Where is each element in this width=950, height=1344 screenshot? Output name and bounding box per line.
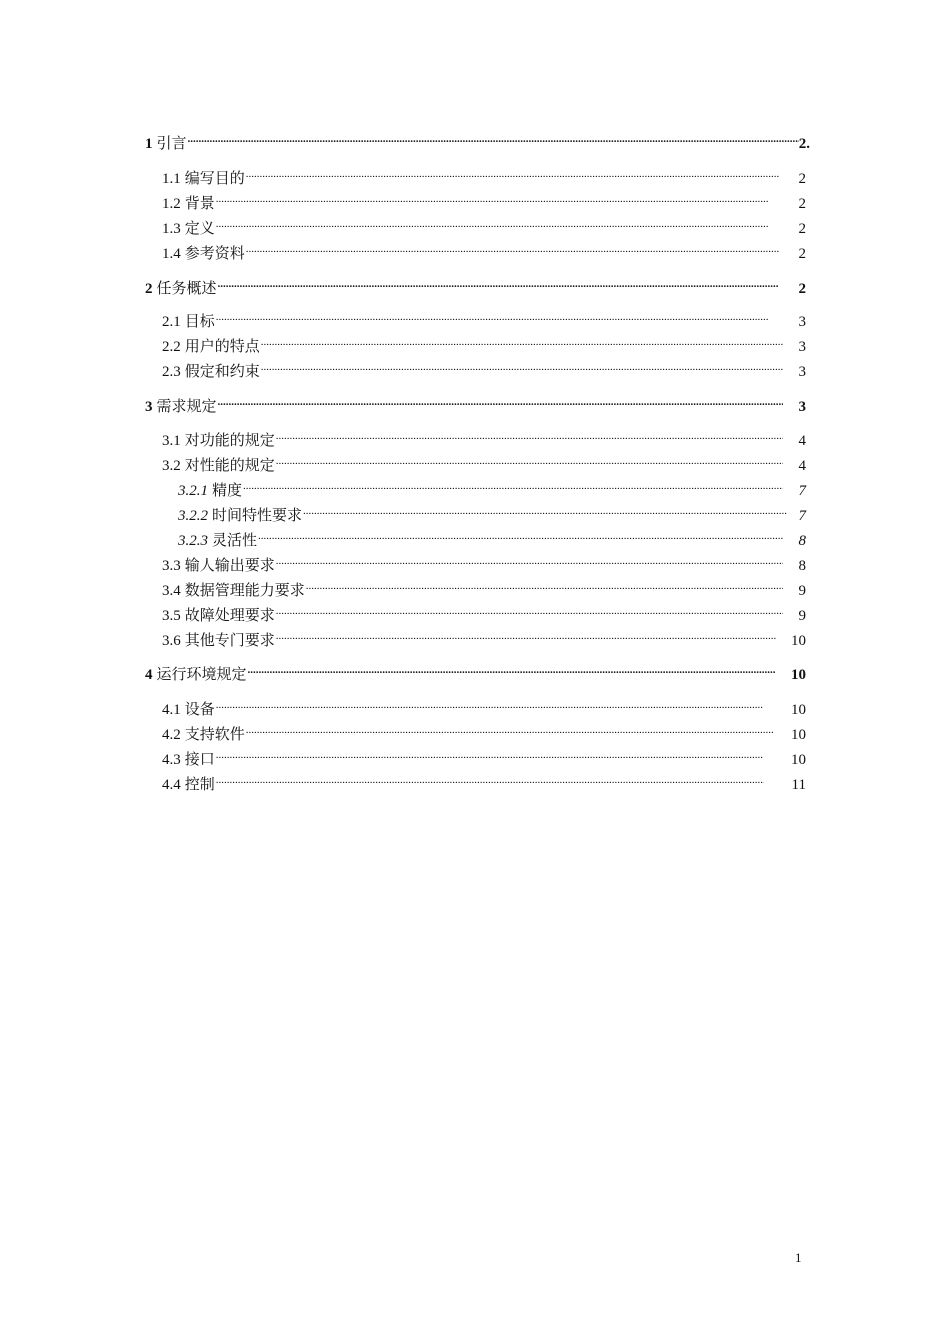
toc-page: 7 xyxy=(798,508,806,524)
toc-title: 灵活性 xyxy=(212,533,258,549)
toc-page: 4 xyxy=(798,433,806,449)
toc-title: 支持软件 xyxy=(184,727,245,743)
toc-title: 控制 xyxy=(184,777,215,793)
toc-entry[interactable] xyxy=(162,600,806,626)
toc-entry[interactable] xyxy=(162,425,806,451)
toc-title: 假定和约束 xyxy=(184,364,260,380)
toc-number: 1.2 xyxy=(162,196,181,212)
toc-number: 3.2.1 xyxy=(178,483,208,499)
toc-number: 3.6 xyxy=(162,633,181,649)
toc-entry[interactable] xyxy=(162,188,806,214)
toc-page: 4 xyxy=(798,458,806,474)
toc-title: 精度 xyxy=(212,483,243,499)
toc-leader xyxy=(188,128,799,148)
toc-number: 4 xyxy=(145,667,153,683)
toc-number: 4.1 xyxy=(162,702,181,718)
toc-leader xyxy=(276,600,783,620)
toc-title: 编写目的 xyxy=(184,171,245,187)
toc-title: 运行环境规定 xyxy=(156,667,247,683)
toc-entry[interactable] xyxy=(162,163,806,189)
toc-number: 3.5 xyxy=(162,608,181,624)
toc-number: 2.1 xyxy=(162,314,181,330)
toc-page: 2 xyxy=(798,221,806,237)
toc-page: 2 xyxy=(798,171,806,187)
toc-number: 1.4 xyxy=(162,246,181,262)
toc-entry[interactable] xyxy=(178,525,806,551)
toc-number: 3.1 xyxy=(162,433,181,449)
toc-title: 需求规定 xyxy=(156,399,217,415)
toc-entry[interactable] xyxy=(162,550,806,576)
toc-page: 10 xyxy=(791,702,806,718)
toc-page: 11 xyxy=(791,777,806,793)
toc-leader xyxy=(216,769,764,789)
toc-title: 接口 xyxy=(184,752,215,768)
toc-page: 10 xyxy=(791,633,806,649)
toc-leader xyxy=(276,625,777,645)
toc-page: 9 xyxy=(798,583,806,599)
toc-number: 2 xyxy=(145,281,153,297)
toc-page: 2 xyxy=(798,196,806,212)
toc-leader xyxy=(216,306,769,326)
toc-page: 3 xyxy=(798,314,806,330)
toc-page: 9 xyxy=(798,608,806,624)
toc-number: 3.2.2 xyxy=(178,508,208,524)
toc-leader xyxy=(246,238,779,258)
toc-page: 3 xyxy=(798,339,806,355)
toc-number: 3.2.3 xyxy=(178,533,208,549)
toc-title: 引言 xyxy=(156,136,187,152)
toc-entry[interactable] xyxy=(145,273,806,299)
toc-number: 3.2 xyxy=(162,458,181,474)
toc-number: 4.3 xyxy=(162,752,181,768)
toc-title: 目标 xyxy=(184,314,215,330)
toc-number: 4.2 xyxy=(162,727,181,743)
toc-number: 3 xyxy=(145,399,153,415)
toc-title: 对功能的规定 xyxy=(184,433,275,449)
toc-title: 用户的特点 xyxy=(184,339,260,355)
toc-leader xyxy=(243,475,782,495)
toc-leader xyxy=(216,744,763,764)
toc-leader xyxy=(216,694,763,714)
toc-leader xyxy=(216,188,769,208)
toc-entry[interactable] xyxy=(145,391,806,417)
toc-page: 2 xyxy=(798,246,806,262)
toc-page: 3 xyxy=(798,364,806,380)
toc-number: 2.3 xyxy=(162,364,181,380)
toc-page: 3 xyxy=(798,399,806,415)
toc-leader xyxy=(246,163,779,183)
toc-page: 10 xyxy=(791,752,806,768)
toc-entry[interactable] xyxy=(162,625,806,651)
toc-entry[interactable] xyxy=(162,769,806,795)
toc-leader xyxy=(276,450,783,470)
toc-leader xyxy=(303,500,786,520)
toc-entry[interactable] xyxy=(162,238,806,264)
toc-entry[interactable] xyxy=(162,575,806,601)
toc-entry[interactable] xyxy=(162,694,806,720)
toc-title: 数据管理能力要求 xyxy=(184,583,305,599)
toc-number: 1.1 xyxy=(162,171,181,187)
toc-leader xyxy=(216,213,769,233)
toc-entry[interactable] xyxy=(162,306,806,332)
toc-entry[interactable] xyxy=(145,128,810,154)
toc-leader xyxy=(261,356,783,376)
toc-title: 参考资料 xyxy=(184,246,245,262)
toc-leader xyxy=(218,273,779,293)
toc-number: 3.4 xyxy=(162,583,181,599)
toc-title: 对性能的规定 xyxy=(184,458,275,474)
toc-entry[interactable] xyxy=(162,450,806,476)
toc-entry[interactable] xyxy=(178,475,806,501)
toc-leader xyxy=(248,659,775,679)
toc-entry[interactable] xyxy=(162,331,806,357)
toc-entry[interactable] xyxy=(178,500,806,526)
toc-entry[interactable] xyxy=(162,213,806,239)
toc-entry[interactable] xyxy=(162,719,806,745)
toc-entry[interactable] xyxy=(162,744,806,770)
toc-leader xyxy=(246,719,773,739)
toc-page: 2 xyxy=(798,281,806,297)
toc-number: 3.3 xyxy=(162,558,181,574)
toc-number: 1.3 xyxy=(162,221,181,237)
page-number: 1 xyxy=(795,1250,802,1265)
toc-page: 8 xyxy=(798,558,806,574)
toc-leader xyxy=(276,550,783,570)
toc-leader xyxy=(306,575,783,595)
toc-title: 其他专门要求 xyxy=(184,633,275,649)
toc-page: 10 xyxy=(791,727,806,743)
toc-leader xyxy=(261,331,783,351)
toc-title: 时间特性要求 xyxy=(212,508,303,524)
toc-entry[interactable] xyxy=(162,356,806,382)
toc-leader xyxy=(258,525,782,545)
toc-title: 定义 xyxy=(184,221,215,237)
toc-page: 7 xyxy=(798,483,806,499)
toc-page: 10 xyxy=(791,667,806,683)
toc-number: 2.2 xyxy=(162,339,181,355)
toc-title: 输人输出要求 xyxy=(184,558,275,574)
toc-entry[interactable] xyxy=(145,659,806,685)
toc-leader xyxy=(276,425,783,445)
toc-page: 2. xyxy=(798,136,810,152)
toc-page: 8 xyxy=(798,533,806,549)
toc-number: 4.4 xyxy=(162,777,181,793)
toc-title: 故障处理要求 xyxy=(184,608,275,624)
toc-leader xyxy=(218,391,783,411)
toc-title: 背景 xyxy=(184,196,215,212)
toc-number: 1 xyxy=(145,136,153,152)
toc-title: 设备 xyxy=(184,702,215,718)
toc-title: 任务概述 xyxy=(156,281,217,297)
